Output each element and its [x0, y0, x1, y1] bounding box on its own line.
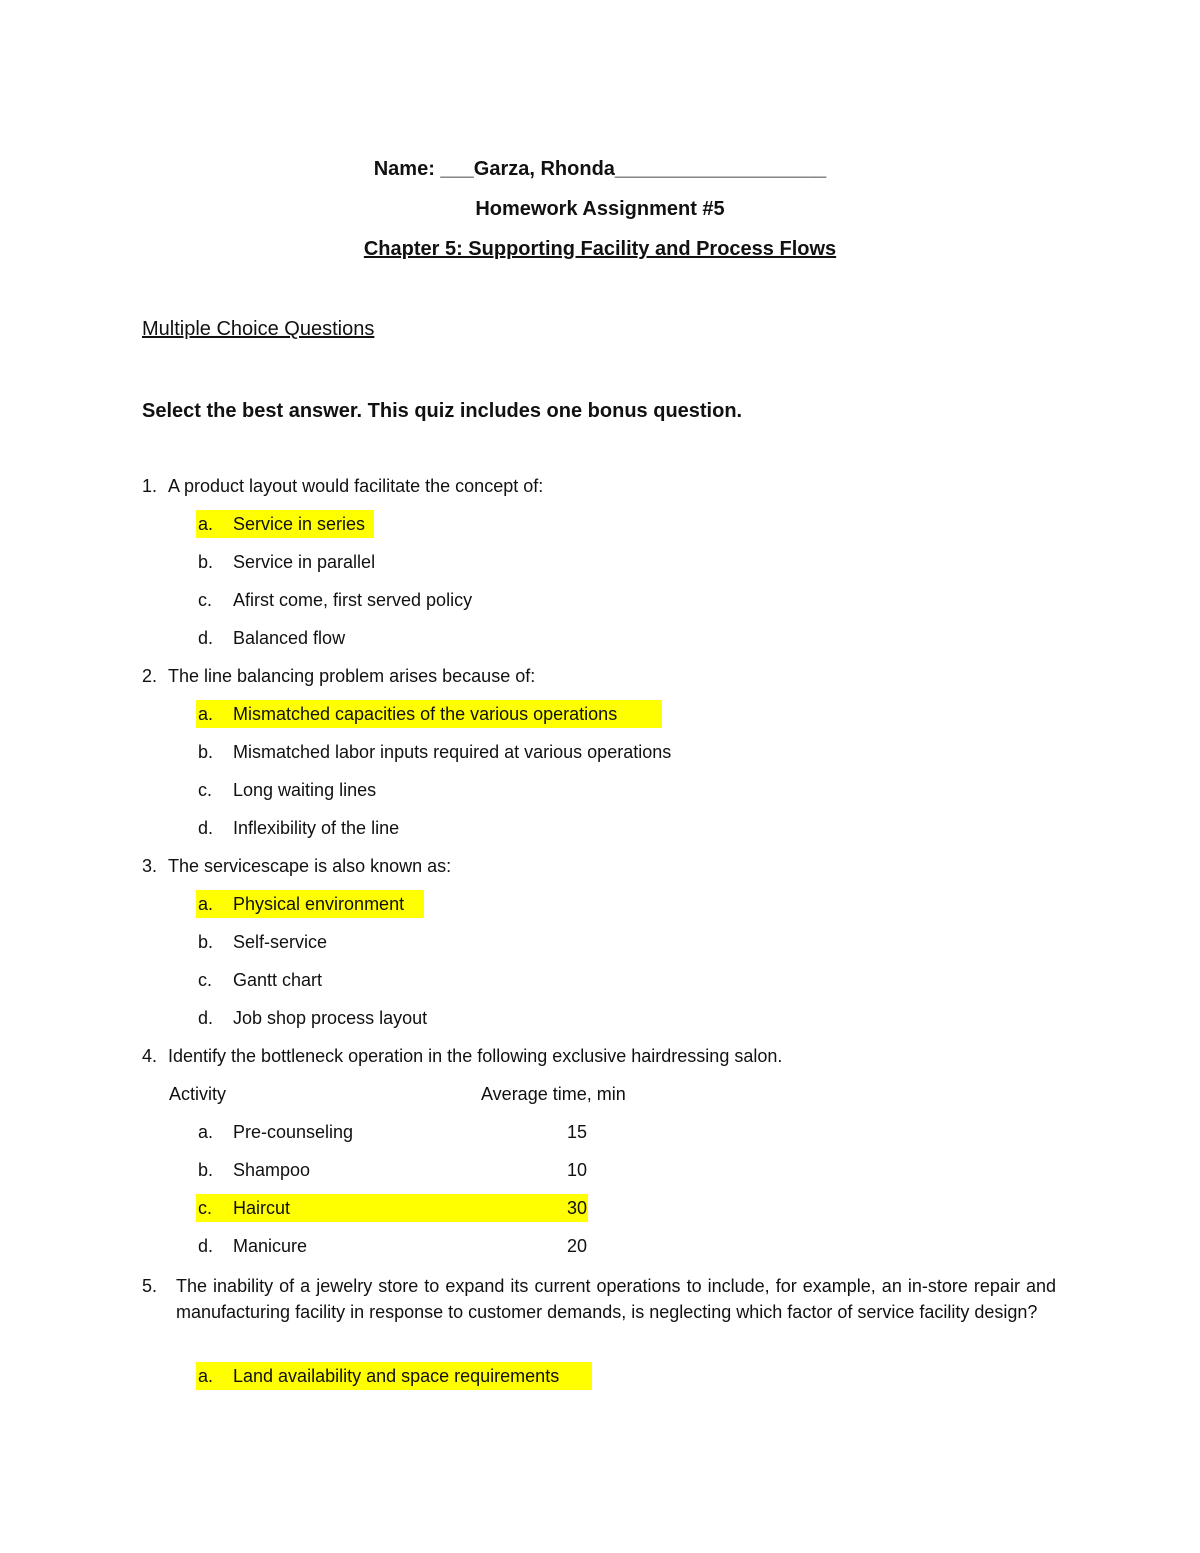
question-4-option-b-value: 10	[566, 1160, 587, 1180]
question-5-option-a[interactable]: Land availability and space requirements	[233, 1366, 560, 1386]
question-2-option-c-letter: c.	[198, 780, 213, 800]
question-5-number: 5.	[142, 1276, 158, 1296]
chapter-title: Chapter 5: Supporting Facility and Process Flows	[363, 238, 837, 260]
question-3-option-d[interactable]: Job shop process layout	[233, 1008, 428, 1028]
question-4-option-a-letter: a.	[198, 1122, 214, 1142]
question-3-number: 3.	[142, 856, 158, 876]
section-title: Multiple Choice Questions	[142, 318, 375, 340]
question-5-text: The inability of a jewelry store to expand its current operations to include, for example, an in-store repair and manufacturing facility in response to customer demands, is neglecting which factor of service facility design?	[176, 1276, 1056, 1322]
student-name-line: Name: ___Garza, Rhonda___________________	[373, 158, 827, 180]
question-2-option-a-letter: a.	[198, 704, 214, 724]
question-1-option-c[interactable]: Afirst come, first served policy	[233, 590, 473, 610]
question-4-option-c[interactable]: Haircut	[233, 1198, 291, 1218]
question-4-option-c-value: 30	[566, 1198, 587, 1218]
question-2-text: The line balancing problem arises because of:	[168, 666, 536, 686]
question-2-number: 2.	[142, 666, 158, 686]
question-3-option-a-letter: a.	[198, 894, 214, 914]
question-3-option-b[interactable]: Self-service	[233, 932, 328, 952]
question-4-text: Identify the bottleneck operation in the following exclusive hairdressing salon.	[168, 1046, 783, 1066]
question-5-option-a-letter: a.	[198, 1366, 214, 1386]
question-4-option-b[interactable]: Shampoo	[233, 1160, 311, 1180]
question-2-option-c[interactable]: Long waiting lines	[233, 780, 377, 800]
question-3-option-b-letter: b.	[198, 932, 214, 952]
question-1-option-c-letter: c.	[198, 590, 213, 610]
question-1-option-b-letter: b.	[198, 552, 214, 572]
question-1-option-a[interactable]: Service in series	[233, 514, 366, 534]
table-header-activity: Activity	[169, 1084, 227, 1104]
table-header-time: Average time, min	[481, 1084, 626, 1104]
question-3-option-c[interactable]: Gantt chart	[233, 970, 323, 990]
question-4-option-d[interactable]: Manicure	[233, 1236, 308, 1256]
question-2-option-b-letter: b.	[198, 742, 214, 762]
question-1-option-d[interactable]: Balanced flow	[233, 628, 346, 648]
question-4-option-d-letter: d.	[198, 1236, 214, 1256]
question-2-option-d[interactable]: Inflexibility of the line	[233, 818, 400, 838]
question-2-option-a[interactable]: Mismatched capacities of the various operations	[233, 704, 618, 724]
question-1-option-b[interactable]: Service in parallel	[233, 552, 376, 572]
question-1-option-a-letter: a.	[198, 514, 214, 534]
question-4-option-a-value: 15	[566, 1122, 587, 1142]
question-3-option-c-letter: c.	[198, 970, 213, 990]
question-1-text: A product layout would facilitate the concept of:	[168, 476, 544, 496]
question-1-option-d-letter: d.	[198, 628, 214, 648]
assignment-title: Homework Assignment #5	[475, 198, 725, 220]
question-4-option-c-letter: c.	[198, 1198, 213, 1218]
question-4-number: 4.	[142, 1046, 158, 1066]
question-4-option-b-letter: b.	[198, 1160, 214, 1180]
question-4-option-a[interactable]: Pre-counseling	[233, 1122, 354, 1142]
question-2-option-d-letter: d.	[198, 818, 214, 838]
question-2-option-b[interactable]: Mismatched labor inputs required at various operations	[233, 742, 672, 762]
question-1-number: 1.	[142, 476, 158, 496]
instructions: Select the best answer. This quiz includes one bonus question.	[142, 400, 743, 422]
question-4-option-d-value: 20	[566, 1236, 587, 1256]
question-3-text: The servicescape is also known as:	[168, 856, 452, 876]
question-3-option-d-letter: d.	[198, 1008, 214, 1028]
question-3-option-a[interactable]: Physical environment	[233, 894, 405, 914]
